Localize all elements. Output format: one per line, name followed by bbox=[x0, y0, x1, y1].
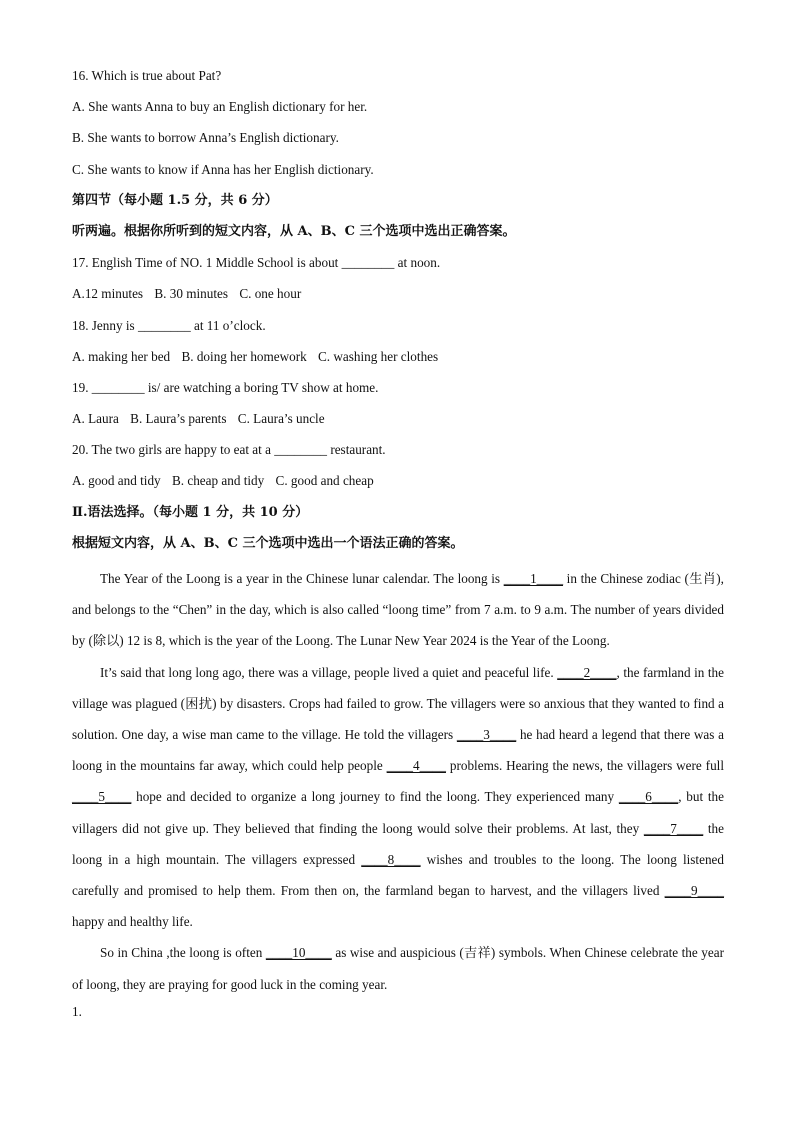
q18-option-a: A. making her bed bbox=[72, 348, 171, 364]
passage-text: It’s said that long long ago, there was a village, people lived a quiet and peaceful life. bbox=[100, 664, 558, 680]
blank-1: ____1____ bbox=[503, 571, 564, 586]
passage-text: in the Chinese zodiac (生肖), and belongs to the “Chen” in the day, which is also called “loong time” from 7 a.m. to 9 a.m. The number of years divided by (除以) 12 is 8, which is the year of the Loong. The Lunar New Year 2024 is the Year of the Loong. bbox=[72, 571, 724, 649]
question-17: 17. English Time of NO. 1 Middle School is about ________ at noon. bbox=[72, 255, 441, 271]
grammar-instruction: 根据短文内容，从 A、B、C 三个选项中选出一个语法正确的答案。 bbox=[72, 535, 464, 551]
q20-options bbox=[72, 469, 724, 500]
grammar-section-title: Ⅱ.语法选择。（每小题 1 分，共 10 分） bbox=[72, 504, 309, 520]
passage-text: hope and decided to organize a long journey to find the loong. They experienced many bbox=[131, 789, 619, 805]
blank-9: ____9____ bbox=[664, 883, 724, 899]
q19-option-c: C. Laura’s uncle bbox=[237, 411, 325, 427]
passage-text: as wise and auspicious (吉祥) symbols. When Chinese celebrate the year of loong, they are praying for good luck in the coming year. bbox=[72, 945, 724, 992]
q16-option-c: C. She wants to know if Anna has her English dictionary. bbox=[72, 161, 374, 177]
passage-paragraph-1 bbox=[72, 563, 724, 657]
passage-text: he had heard a legend that there was a loong in the mountains far away, which could help people bbox=[72, 727, 724, 774]
passage-text: So in China ,the loong is often bbox=[100, 945, 266, 961]
blank-5: ____5____ bbox=[72, 789, 132, 805]
section-4-instruction: 听两遍。根据你所听到的短文内容，从 A、B、C 三个选项中选出正确答案。 bbox=[72, 223, 516, 239]
q20-option-a: A. good and tidy bbox=[72, 473, 161, 489]
question-19: 19. ________ is/ are watching a boring TV show at home. bbox=[72, 379, 379, 395]
passage-paragraph-3 bbox=[72, 937, 724, 999]
section-4-title: 第四节（每小题 1.5 分，共 6 分） bbox=[72, 192, 278, 208]
blank-8: ____8____ bbox=[361, 851, 421, 867]
question-20: 20. The two girls are happy to eat at a ________ restaurant. bbox=[72, 442, 386, 458]
blank-6: ____6____ bbox=[618, 789, 679, 805]
q17-option-c: C. one hour bbox=[239, 286, 302, 302]
blank-7: ____7____ bbox=[643, 820, 704, 836]
blank-4: ____4____ bbox=[386, 758, 446, 774]
passage-text: , but the villagers did not give up. They believed that finding the loong would solve their problems. At last, they bbox=[72, 789, 725, 836]
passage-text: The Year of the Loong is a year in the Chinese lunar calendar. The loong is bbox=[100, 571, 504, 586]
q20-option-b: B. cheap and tidy bbox=[171, 473, 265, 489]
passage-text: , the farmland in the village was plagued (困扰) by disasters. Crops had failed to grow. The villagers were so anxious that they wanted to find a solution. One day, a wise man came to the village. He told the villagers bbox=[72, 664, 724, 743]
q17-option-a: A.12 minutes bbox=[72, 286, 144, 302]
q17-options bbox=[72, 282, 724, 313]
q18-options bbox=[72, 345, 724, 376]
q18-option-b: B. doing her homework bbox=[181, 348, 307, 364]
blank-2: ____2____ bbox=[557, 664, 617, 680]
q20-option-c: C. good and cheap bbox=[275, 473, 374, 489]
answer-number-1: 1. bbox=[72, 1003, 82, 1019]
passage-paragraph-2 bbox=[72, 657, 724, 938]
blank-3: ____3____ bbox=[456, 727, 517, 743]
q19-option-b: B. Laura’s parents bbox=[130, 411, 227, 427]
passage-text: wishes and troubles to the loong. The loong listened carefully and promised to help them. From then on, the farmland began to harvest, and the villagers lived bbox=[72, 851, 724, 899]
passage-text: happy and healthy life. bbox=[72, 914, 193, 930]
question-16: 16. Which is true about Pat? bbox=[72, 68, 222, 83]
document-page bbox=[72, 64, 724, 1031]
passage-text: problems. Hearing the news, the villagers were full bbox=[445, 758, 724, 774]
q19-option-a: A. Laura bbox=[72, 411, 119, 427]
question-18: 18. Jenny is ________ at 11 o’clock. bbox=[72, 317, 266, 333]
passage-text: the loong in a high mountain. The villagers expressed bbox=[72, 820, 724, 867]
q18-option-c: C. washing her clothes bbox=[318, 348, 439, 364]
blank-10: ____10____ bbox=[265, 945, 332, 961]
q16-option-b: B. She wants to borrow Anna’s English dictionary. bbox=[72, 130, 339, 146]
q16-option-a: A. She wants Anna to buy an English dictionary for her. bbox=[72, 99, 368, 115]
q17-option-b: B. 30 minutes bbox=[154, 286, 229, 302]
q19-options bbox=[72, 407, 724, 438]
